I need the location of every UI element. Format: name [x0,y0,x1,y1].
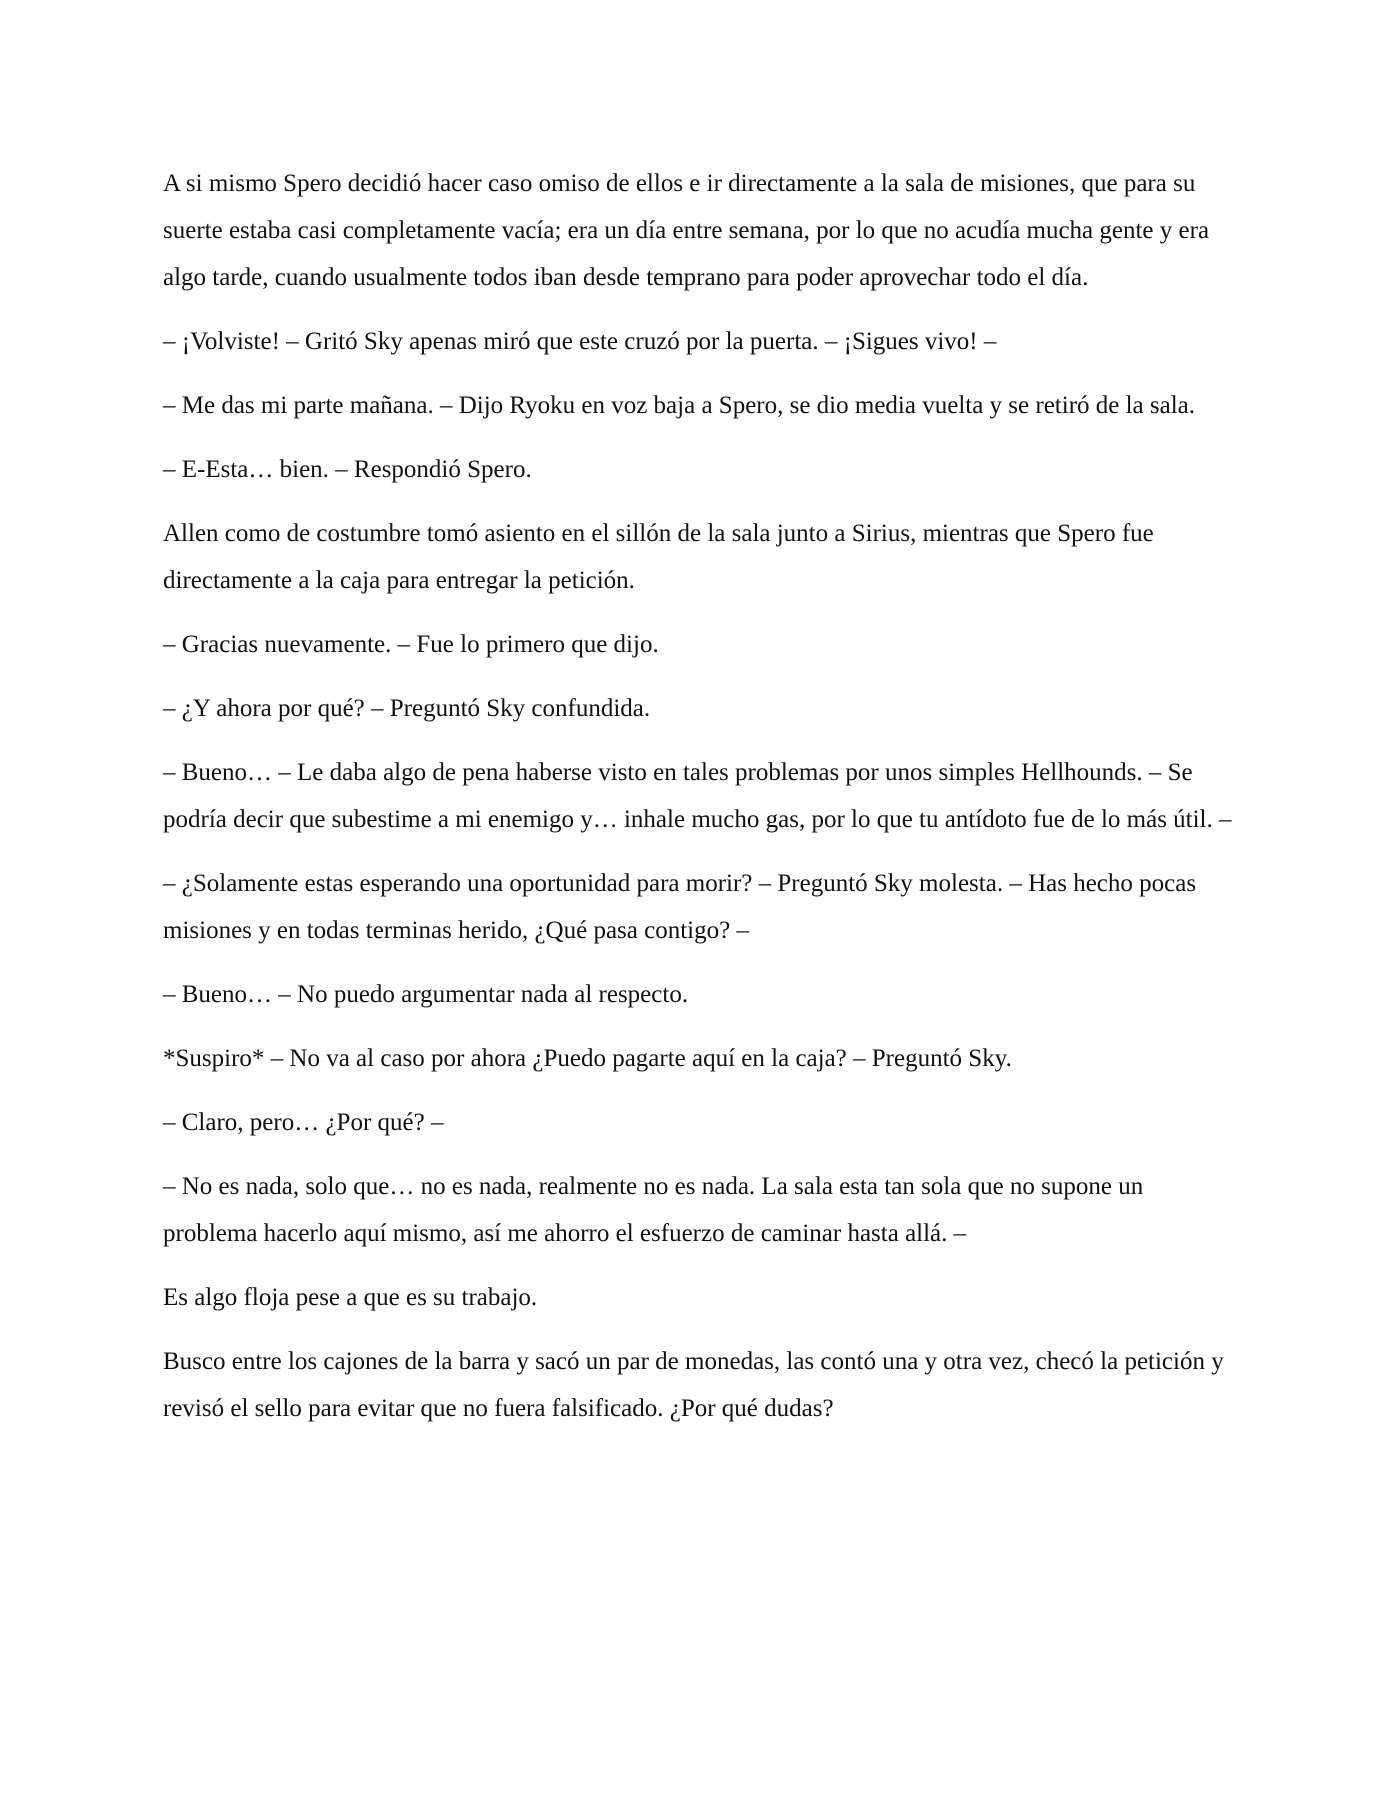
paragraph: – E-Esta… bien. – Respondió Spero. [163,456,532,483]
paragraph: – Me das mi parte mañana. – Dijo Ryoku en voz baja a Spero, se dio media vuelta y se retiró de la sala. [163,392,1196,419]
paragraph: Allen como de costumbre tomó asiento en el sillón de la sala junto a Sirius, mientras que Spero fue directamente a la caja para entregar la petición. [163,520,1154,594]
paragraph: – Bueno… – Le daba algo de pena haberse visto en tales problemas por unos simples Hellhounds. – Se podría decir que subestime a mi enemigo y… inhale mucho gas, por lo que tu antídoto fue de lo más útil. – [163,759,1232,833]
paragraph: – No es nada, solo que… no es nada, realmente no es nada. La sala esta tan sola que no supone un problema hacerlo aquí mismo, así me ahorro el esfuerzo de caminar hasta allá. – [163,1173,1144,1247]
document-body [163,160,1243,1449]
paragraph: – Claro, pero… ¿Por qué? – [163,1109,444,1136]
paragraph: – ¿Solamente estas esperando una oportunidad para morir? – Preguntó Sky molesta. – Has hecho pocas misiones y en todas terminas herido, ¿Qué pasa contigo? – [163,870,1197,944]
paragraph: – ¿Y ahora por qué? – Preguntó Sky confundida. [163,695,651,722]
paragraph: A si mismo Spero decidió hacer caso omiso de ellos e ir directamente a la sala de misiones, que para su suerte estaba casi completamente vacía; era un día entre semana, por lo que no acudía mucha gente y era algo tarde, cuando usualmente todos iban desde temprano para poder aprovechar todo el día. [163,170,1210,291]
paragraph: – Gracias nuevamente. – Fue lo primero que dijo. [163,631,659,658]
paragraph: *Suspiro* – No va al caso por ahora ¿Puedo pagarte aquí en la caja? – Preguntó Sky. [163,1045,1012,1072]
paragraph: – ¡Volviste! – Gritó Sky apenas miró que este cruzó por la puerta. – ¡Sigues vivo! – [163,328,997,355]
paragraph: – Bueno… – No puedo argumentar nada al respecto. [163,981,689,1008]
paragraph: Es algo floja pese a que es su trabajo. [163,1284,538,1311]
paragraph: Busco entre los cajones de la barra y sacó un par de monedas, las contó una y otra vez, checó la petición y revisó el sello para evitar que no fuera falsificado. ¿Por qué dudas? [163,1348,1224,1422]
